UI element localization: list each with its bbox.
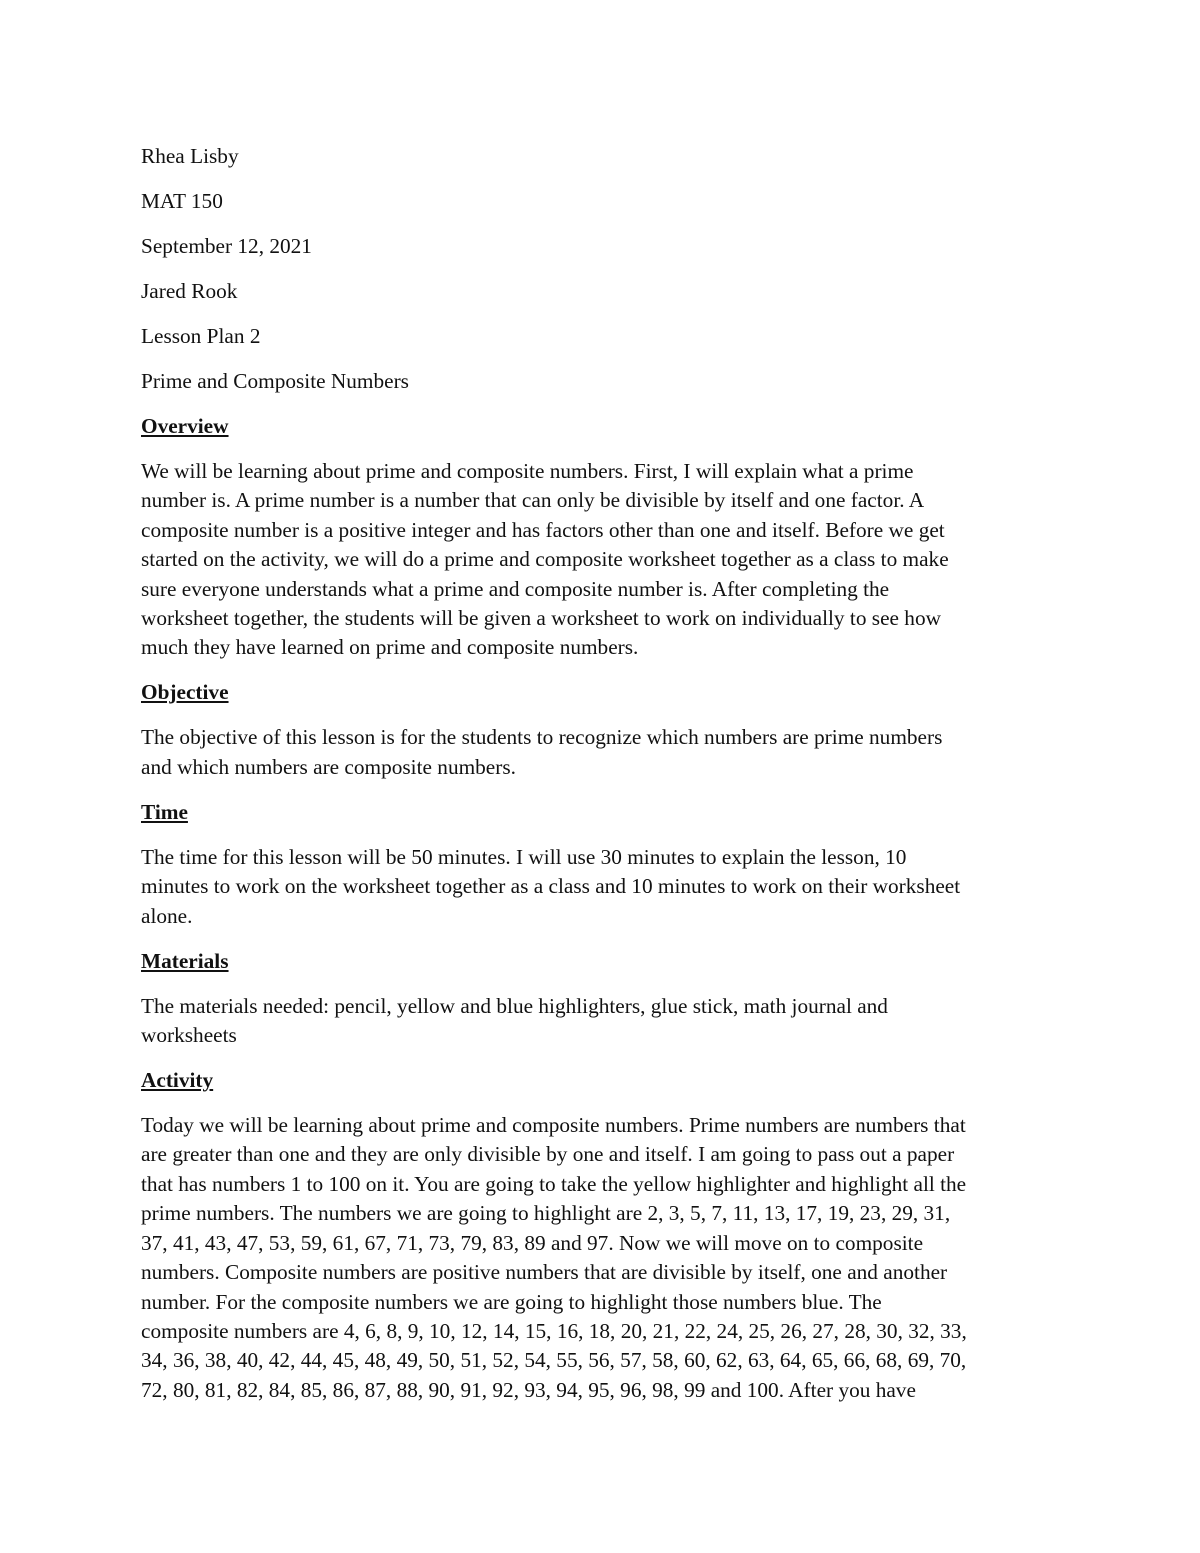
materials-paragraph [141, 992, 1066, 1051]
overview-line: sure everyone understands what a prime and composite number is. After completing the [141, 576, 890, 601]
activity-line: 37, 41, 43, 47, 53, 59, 61, 67, 71, 73, 79, 83, 89 and 97. Now we will move on to composite [141, 1230, 924, 1255]
time-line: minutes to work on the worksheet together as a class and 10 minutes to work on their worksheet [141, 874, 961, 899]
document-body [141, 142, 1066, 1421]
overview-paragraph [141, 457, 1066, 663]
activity-line: number. For the composite numbers we are going to highlight those numbers blue. The [141, 1289, 882, 1314]
lesson-topic: Prime and Composite Numbers [141, 369, 409, 393]
objective-paragraph [141, 723, 1066, 782]
overview-heading: Overview [141, 414, 229, 438]
overview-line: worksheet together, the students will be given a worksheet to work on individually to see how [141, 606, 941, 631]
instructor-name: Jared Rook [141, 279, 238, 303]
time-heading: Time [141, 799, 188, 824]
time-line: alone. [141, 903, 193, 928]
activity-heading: Activity [141, 1068, 214, 1093]
activity-line: numbers. Composite numbers are positive numbers that are divisible by itself, one and another [141, 1260, 948, 1285]
activity-line: prime numbers. The numbers we are going to highlight are 2, 3, 5, 7, 11, 13, 17, 19, 23, 29, 31, [141, 1201, 951, 1226]
activity-line: composite numbers are 4, 6, 8, 9, 10, 12, 14, 15, 16, 18, 20, 21, 22, 24, 25, 26, 27, 28, 30, 32, 33, [141, 1318, 967, 1343]
activity-paragraph [141, 1111, 1066, 1405]
overview-line: much they have learned on prime and composite numbers. [141, 635, 639, 660]
objective-line: The objective of this lesson is for the students to recognize which numbers are prime numbers [141, 725, 943, 750]
activity-line: Today we will be learning about prime and composite numbers. Prime numbers are numbers that [141, 1113, 966, 1138]
objective-line: and which numbers are composite numbers. [141, 754, 516, 779]
time-line: The time for this lesson will be 50 minutes. I will use 30 minutes to explain the lesson, 10 [141, 844, 907, 869]
overview-line: number is. A prime number is a number that can only be divisible by itself and one factor. A [141, 488, 925, 513]
overview-line: composite number is a positive integer and has factors other than one and itself. Before we get [141, 517, 945, 542]
activity-line: 34, 36, 38, 40, 42, 44, 45, 48, 49, 50, 51, 52, 54, 55, 56, 57, 58, 60, 62, 63, 64, 65, 66, 68, 69, 70, [141, 1348, 967, 1373]
lesson-label: Lesson Plan 2 [141, 324, 261, 348]
materials-line: worksheets [141, 1023, 237, 1048]
overview-line: started on the activity, we will do a prime and composite worksheet together as a class to make [141, 547, 949, 572]
materials-heading: Materials [141, 948, 229, 973]
author-name: Rhea Lisby [141, 144, 239, 168]
course-code: MAT 150 [141, 189, 223, 213]
overview-line: We will be learning about prime and composite numbers. First, I will explain what a prime [141, 459, 914, 483]
time-paragraph [141, 843, 1066, 931]
materials-line: The materials needed: pencil, yellow and blue highlighters, glue stick, math journal and [141, 993, 888, 1018]
activity-line: 72, 80, 81, 82, 84, 85, 86, 87, 88, 90, 91, 92, 93, 94, 95, 96, 98, 99 and 100. After you have [141, 1377, 916, 1402]
activity-line: are greater than one and they are only divisible by one and itself. I am going to pass out a paper [141, 1142, 955, 1167]
activity-line: that has numbers 1 to 100 on it. You are going to take the yellow highlighter and highlight all the [141, 1171, 967, 1196]
objective-heading: Objective [141, 680, 229, 705]
document-date: September 12, 2021 [141, 234, 312, 258]
